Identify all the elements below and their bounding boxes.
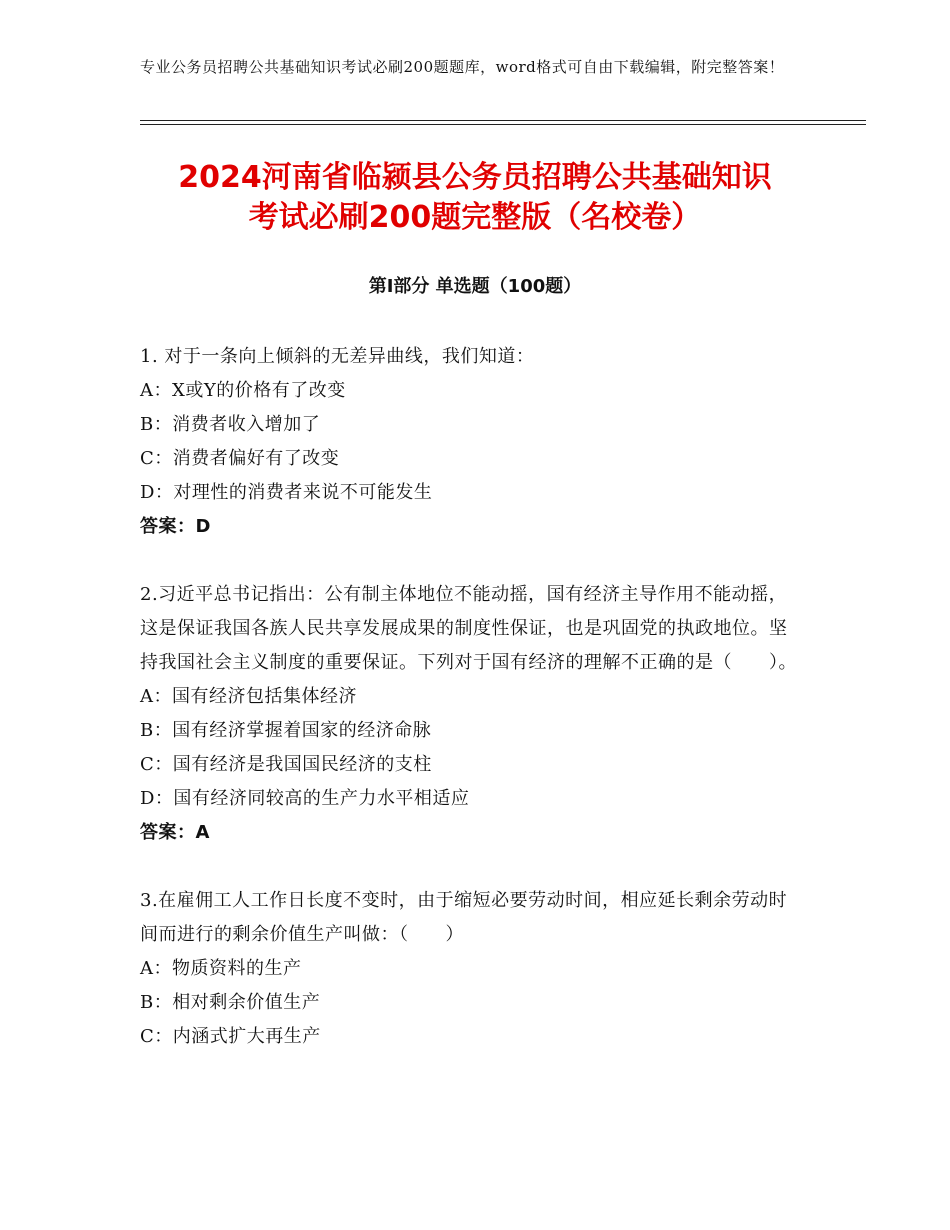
option-b: B：相对剩余价值生产 [140,992,321,1013]
question-2 [140,578,800,850]
option-c: C：国有经济是我国国民经济的支柱 [140,754,432,775]
question-3 [140,884,800,1054]
option-c: C：内涵式扩大再生产 [140,1026,321,1047]
option-d: D：国有经济同较高的生产力水平相适应 [140,788,470,809]
header-note: 专业公务员招聘公共基础知识考试必刷200题题库，word格式可自由下载编辑，附完整答案！ [140,58,785,76]
document-title [120,158,830,238]
option-d: D：对理性的消费者来说不可能发生 [140,482,433,503]
option-a: A：国有经济包括集体经济 [140,686,357,707]
option-a: A：X或Y的价格有了改变 [140,380,346,401]
header-divider [140,120,866,121]
question-stem: 2.习近平总书记指出：公有制主体地位不能动摇，国有经济主导作用不能动摇，这是保证我国各族人民共享发展成果的制度性保证，也是巩固党的执政地位。坚持我国社会主义制度的重要保证。下列对于国有经济的理解不正确的是（ ）。 [140,584,797,673]
header-divider-thin [140,124,866,125]
option-a: A：物质资料的生产 [140,958,302,979]
option-c: C：消费者偏好有了改变 [140,448,340,469]
title-line-1: 2024河南省临颍县公务员招聘公共基础知识 [178,160,772,195]
option-b: B：消费者收入增加了 [140,414,321,435]
question-1 [140,340,800,544]
question-list [140,340,800,1088]
answer: 答案：D [140,516,211,537]
question-stem: 1. 对于一条向上倾斜的无差异曲线，我们知道： [140,346,535,367]
title-line-2: 考试必刷200题完整版（名校卷） [248,200,702,235]
section-title: 第Ⅰ部分 单选题（100题） [368,276,582,297]
question-stem: 3.在雇佣工人工作日长度不变时，由于缩短必要劳动时间，相应延长剩余劳动时间而进行的剩余价值生产叫做：（ ） [140,890,788,945]
option-b: B：国有经济掌握着国家的经济命脉 [140,720,432,741]
answer: 答案：A [140,822,210,843]
